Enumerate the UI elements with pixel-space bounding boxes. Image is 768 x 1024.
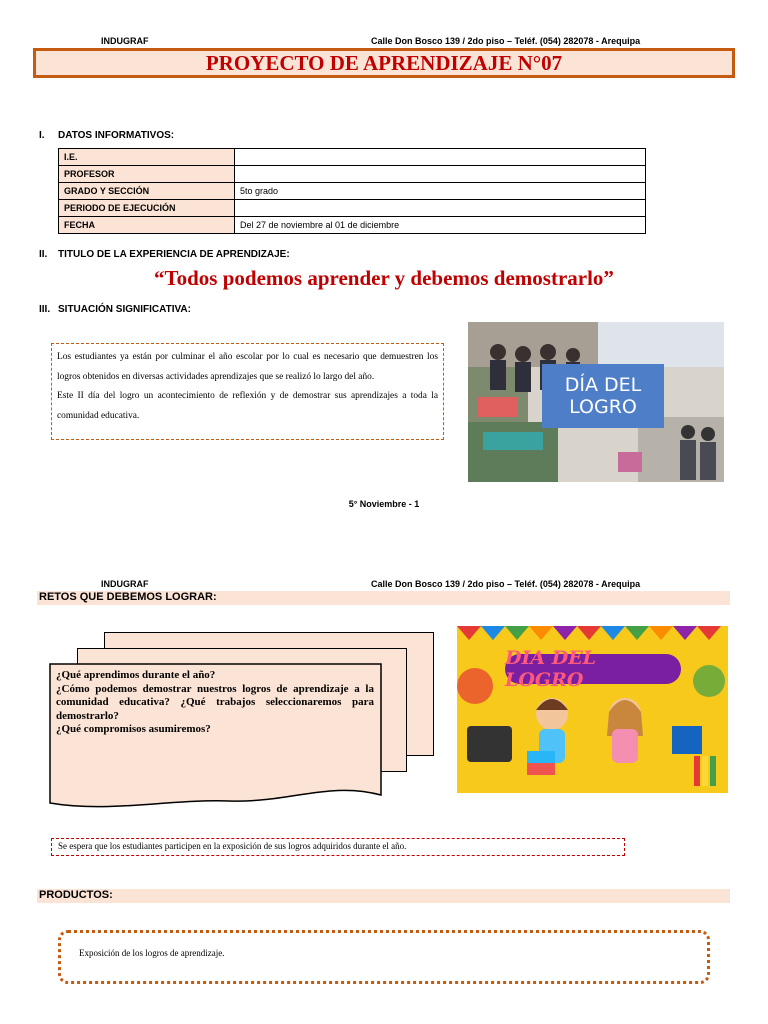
question-item: ¿Qué compromisos asumiremos? bbox=[56, 723, 211, 735]
info-label: PROFESOR bbox=[59, 166, 235, 183]
info-value: Del 27 de noviembre al 01 de diciembre bbox=[235, 217, 646, 234]
section-2-heading: TITULO DE LA EXPERIENCIA DE APRENDIZAJE: bbox=[58, 249, 290, 260]
section-2-number: II. bbox=[39, 249, 48, 260]
info-value bbox=[235, 166, 646, 183]
photo-caption: DÍA DEL LOGRO bbox=[564, 374, 642, 418]
info-table bbox=[58, 148, 646, 234]
project-title: PROYECTO DE APRENDIZAJE N°07 bbox=[205, 50, 563, 75]
header-address: Calle Don Bosco 139 / 2do piso – Teléf. (054) 282078 - Arequipa bbox=[371, 36, 641, 46]
section-1-number: I. bbox=[39, 130, 45, 141]
info-label: PERIODO DE EJECUCIÓN bbox=[59, 200, 235, 217]
page-number: 5° Noviembre - 1 bbox=[348, 499, 420, 509]
experience-title: “Todos podemos aprender y debemos demostrarlo” bbox=[154, 266, 614, 290]
questions-text bbox=[56, 669, 374, 737]
banner-title: DIA DEL LOGRO bbox=[505, 647, 597, 691]
situation-box bbox=[51, 343, 444, 440]
info-value bbox=[235, 149, 646, 166]
situation-paragraph: Este II día del logro un acontecimiento de reflexión y de demostrar sus aprendizajes a toda la comunidad educativa. bbox=[57, 391, 438, 421]
product-text: Exposición de los logros de aprendizaje. bbox=[79, 948, 225, 958]
productos-band bbox=[37, 889, 730, 903]
productos-heading: PRODUCTOS: bbox=[39, 889, 113, 901]
info-label: FECHA bbox=[59, 217, 235, 234]
table-row bbox=[59, 149, 646, 166]
header-address: Calle Don Bosco 139 / 2do piso – Teléf. (054) 282078 - Arequipa bbox=[371, 579, 641, 589]
product-box bbox=[58, 930, 710, 984]
info-label: I.E. bbox=[59, 149, 235, 166]
info-label: GRADO Y SECCIÓN bbox=[59, 183, 235, 200]
header-org: INDUGRAF bbox=[101, 36, 149, 46]
dia-del-logro-photo bbox=[468, 322, 724, 482]
section-3-heading: SITUACIÓN SIGNIFICATIVA: bbox=[58, 304, 191, 315]
section-3-number: III. bbox=[39, 304, 51, 315]
table-row bbox=[59, 166, 646, 183]
table-row bbox=[59, 183, 646, 200]
header-org: INDUGRAF bbox=[101, 579, 149, 589]
project-title-box bbox=[33, 48, 735, 78]
section-1-heading: DATOS INFORMATIVOS: bbox=[58, 130, 175, 141]
question-item: ¿Cómo podemos demostrar nuestros logros de aprendizaje a la comunidad educativa? ¿Qué trabajos seleccionaremos para demostrarlo? bbox=[56, 682, 374, 722]
table-row bbox=[59, 217, 646, 234]
question-item: ¿Qué aprendimos durante el año? bbox=[56, 669, 216, 681]
table-row bbox=[59, 200, 646, 217]
expectation-box bbox=[51, 838, 625, 856]
info-value: 5to grado bbox=[235, 183, 646, 200]
situation-paragraph: Los estudiantes ya están por culminar el año escolar por lo cual es necesario que demuestren los logros obtenidos en diversas actividades aprendizajes que se realizó lo largo del año. bbox=[57, 352, 438, 382]
dia-del-logro-banner bbox=[457, 626, 728, 793]
info-value bbox=[235, 200, 646, 217]
expectation-text: Se espera que los estudiantes participen en la exposición de sus logros adquiridos durante el año. bbox=[58, 841, 407, 851]
retos-heading: RETOS QUE DEBEMOS LOGRAR: bbox=[39, 591, 217, 603]
